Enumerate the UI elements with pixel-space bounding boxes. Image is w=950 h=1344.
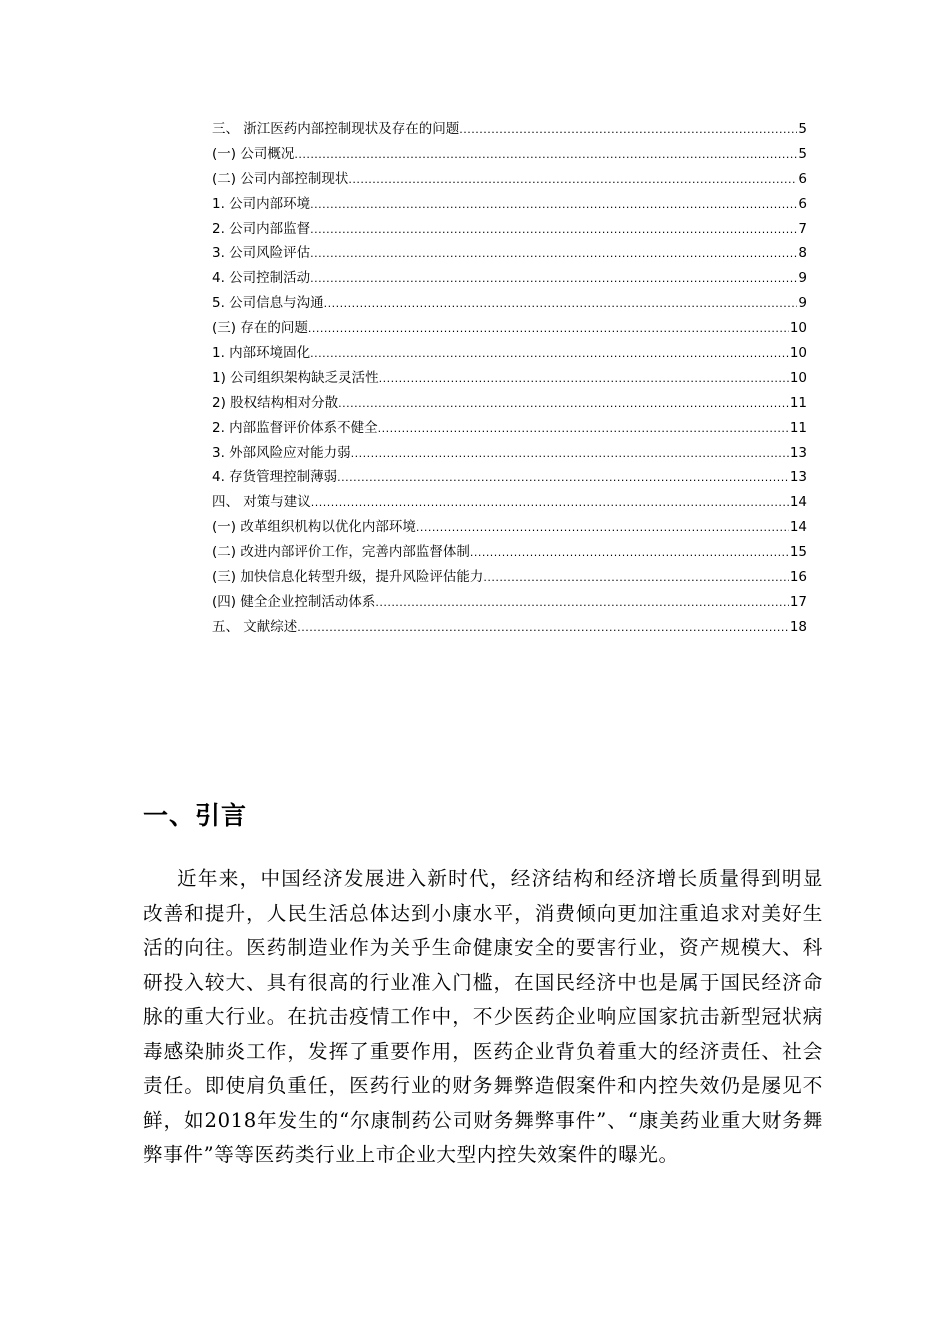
toc-entry[interactable] (212, 515, 807, 540)
toc-entry-page: 9 (798, 295, 807, 312)
toc-leader-dots (351, 442, 789, 467)
toc-entry[interactable] (212, 465, 807, 490)
toc-entry-title: 四、 对策与建议 (212, 494, 311, 511)
toc-entry-title: (二) 公司内部控制现状 (212, 170, 349, 187)
toc-entry[interactable] (212, 540, 807, 565)
toc-entry-title: 5. 公司信息与沟通 (212, 295, 324, 312)
toc-entry-page: 17 (789, 593, 807, 610)
toc-entry[interactable] (212, 615, 807, 640)
toc-entry-page: 11 (789, 394, 807, 411)
toc-entry-page: 10 (789, 345, 807, 362)
toc-entry-title: 3. 外部风险应对能力弱 (212, 444, 351, 461)
toc-leader-dots (297, 616, 789, 641)
toc-leader-dots (308, 317, 789, 342)
toc-entry[interactable] (212, 366, 807, 391)
toc-entry-title: 五、 文献综述 (212, 618, 298, 635)
body-paragraph: 近年来，中国经济发展进入新时代，经济结构和经济增长质量得到明显改善和提升，人民生活总体达到小康水平，消费倾向更加注重追求对美好生活的向往。医药制造业作为关乎生命健康安全的要害行业，资产规模大、科研投入较大、具有很高的行业准入门槛，在国民经济中也是属于国民经济命脉的重大行业。在抗击疫情工作中，不少医药企业响应国家抗击新型冠状病毒感染肺炎工作，发挥了重要作用，医药企业背负着重大的经济责任、社会责任。即使肩负重任，医药行业的财务舞弊造假案件和内控失效仍是屡见不鲜，如2018年发生的“尔康制药公司财务舞弊事件”、“康美药业重大财务舞弊事件”等等医药类行业上市企业大型内控失效案件的曝光。 (143, 867, 823, 1166)
toc-entry-title: 1. 内部环境固化 (212, 345, 311, 362)
toc-entry-page: 16 (789, 569, 807, 586)
toc-entry-page: 13 (789, 469, 807, 486)
toc-leader-dots (337, 466, 789, 491)
toc-entry[interactable] (212, 142, 807, 167)
toc-leader-dots (379, 367, 789, 392)
toc-leader-dots (470, 541, 789, 566)
toc-entry-title: 1) 公司组织架构缺乏灵活性 (212, 369, 379, 386)
toc-entry-page: 6 (798, 195, 807, 212)
toc-leader-dots (310, 193, 797, 218)
toc-entry-title: (三) 加快信息化转型升级，提升风险评估能力 (212, 569, 484, 586)
toc-entry-page: 8 (798, 245, 807, 262)
toc-entry-page: 15 (789, 544, 807, 561)
section-heading: 一、引言 (143, 801, 248, 830)
toc-entry-title: (一) 改革组织机构以优化内部环境 (212, 519, 416, 536)
toc-entry-title: (四) 健全企业控制活动体系 (212, 593, 376, 610)
toc-leader-dots (310, 267, 797, 292)
toc-entry-page: 6 (798, 170, 807, 187)
toc-entry-title: 2) 股权结构相对分散 (212, 394, 339, 411)
toc-entry-page: 18 (789, 618, 807, 635)
toc-entry[interactable] (212, 490, 807, 515)
toc-entry[interactable] (212, 291, 807, 316)
toc-entry-page: 9 (798, 270, 807, 287)
toc-leader-dots (459, 118, 797, 143)
toc-entry-page: 11 (789, 419, 807, 436)
toc-entry[interactable] (212, 241, 807, 266)
toc-entry-page: 7 (798, 220, 807, 237)
toc-entry[interactable] (212, 565, 807, 590)
toc-entry-title: 三、 浙江医药内部控制现状及存在的问题 (212, 121, 460, 137)
toc-entry[interactable] (212, 316, 807, 341)
toc-entry-page: 14 (789, 494, 807, 511)
toc-entry[interactable] (212, 266, 807, 291)
toc-entry[interactable] (212, 590, 807, 615)
toc-entry-title: 4. 公司控制活动 (212, 270, 311, 287)
toc-leader-dots (348, 168, 797, 193)
toc-entry[interactable] (212, 341, 807, 366)
toc-leader-dots (311, 491, 789, 516)
toc-leader-dots (416, 516, 789, 541)
toc-entry-page: 10 (789, 369, 807, 386)
toc-entry[interactable] (212, 217, 807, 242)
toc-entry-page: 14 (789, 519, 807, 536)
toc-leader-dots (378, 417, 789, 442)
toc-entry-page: 13 (789, 444, 807, 461)
toc-leader-dots (310, 342, 789, 367)
toc-entry-page: 10 (789, 320, 807, 337)
toc-leader-dots (310, 218, 797, 243)
toc-leader-dots (294, 143, 797, 168)
toc-entry[interactable] (212, 391, 807, 416)
toc-entry-title: (三) 存在的问题 (212, 320, 308, 337)
toc-entry-title: (一) 公司概况 (212, 145, 295, 162)
toc-leader-dots (324, 292, 798, 317)
toc-leader-dots (375, 591, 788, 616)
toc-leader-dots (483, 566, 788, 591)
toc-entry-title: 4. 存货管理控制薄弱 (212, 469, 338, 486)
toc-entry[interactable] (212, 416, 807, 441)
toc-entry-title: 3. 公司风险评估 (212, 245, 311, 262)
toc-entry-page: 5 (798, 145, 807, 162)
toc-entry-title: (二) 改进内部评价工作，完善内部监督体制 (212, 544, 470, 561)
toc-entry-title: 1. 公司内部环境 (212, 195, 311, 212)
toc-entry[interactable] (212, 192, 807, 217)
toc-entry[interactable] (212, 167, 807, 192)
toc-entry-title: 2. 公司内部监督 (212, 220, 311, 237)
toc-leader-dots (338, 392, 789, 417)
toc-entry[interactable] (212, 441, 807, 466)
toc-entry-page: 5 (798, 121, 807, 137)
toc-entry[interactable] (212, 117, 807, 142)
table-of-contents (212, 117, 807, 640)
toc-leader-dots (310, 242, 797, 267)
toc-entry-title: 2. 内部监督评价体系不健全 (212, 419, 378, 436)
